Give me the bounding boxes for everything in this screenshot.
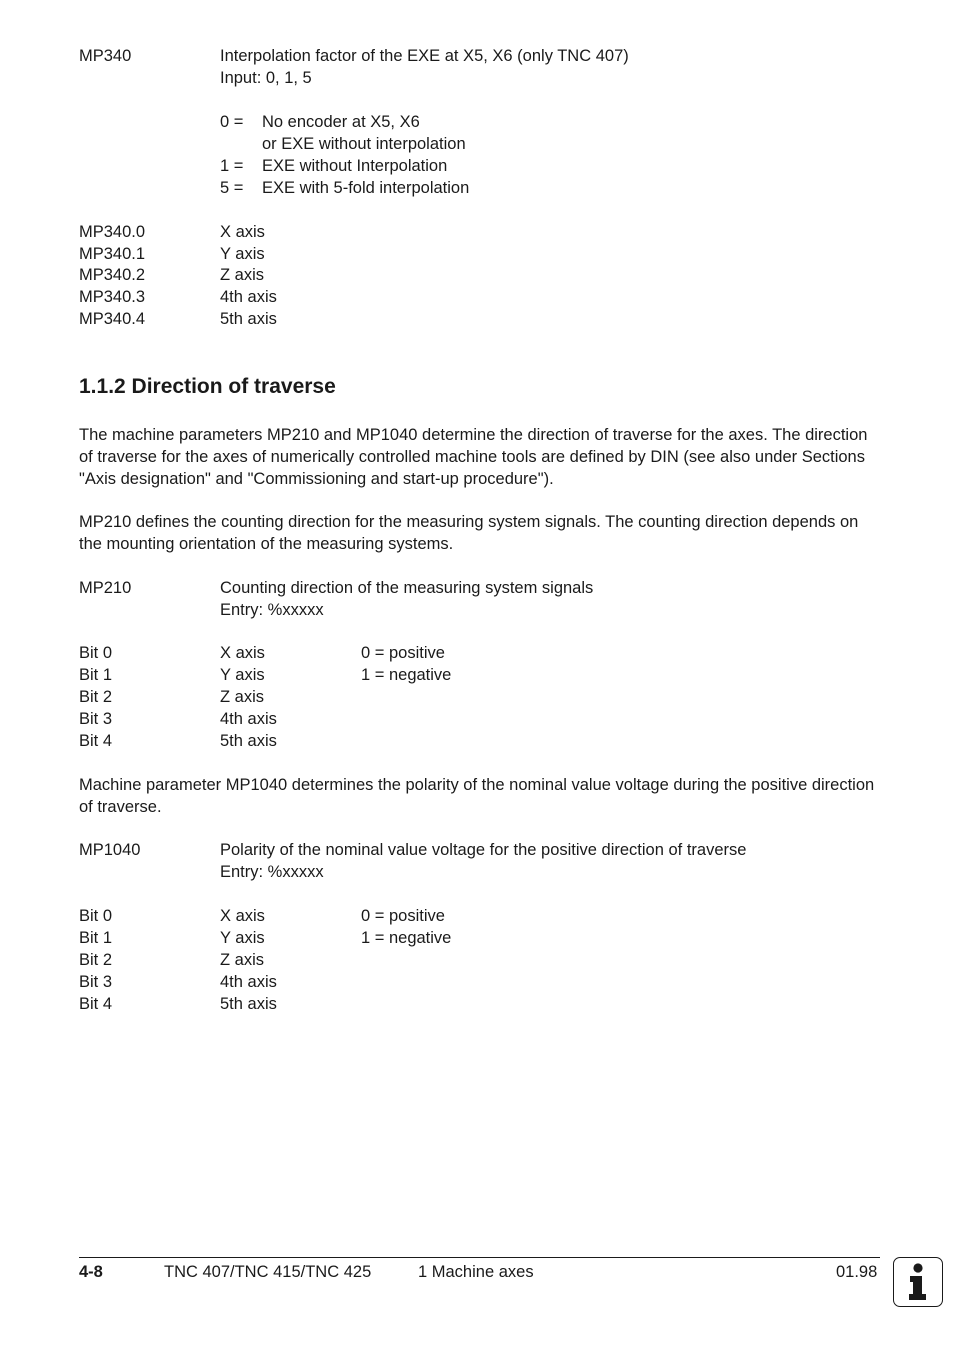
footer-rule	[79, 1257, 880, 1258]
mp340-option-text: EXE with 5-fold interpolation	[262, 179, 470, 197]
mp1040-bit-value: 0 = positive	[361, 907, 445, 925]
mp340-option-text: EXE without Interpolation	[262, 157, 448, 175]
footer-chapter: 1 Machine axes	[418, 1263, 534, 1281]
mp210-bit-axis: X axis	[220, 644, 265, 662]
mp340-axis-name: X axis	[220, 223, 265, 241]
mp1040-bit: Bit 1	[79, 929, 113, 947]
mp210-bit: Bit 4	[79, 732, 113, 750]
mp1040-entry: Entry: %xxxxx	[220, 863, 324, 881]
mp340-param: MP340	[79, 47, 132, 65]
mp210-description: Counting direction of the measuring system signals	[220, 579, 594, 597]
mp210-entry: Entry: %xxxxx	[220, 601, 324, 619]
mp340-option-code: 5 =	[220, 179, 244, 197]
paragraph-mp1040: Machine parameter MP1040 determines the polarity of the nominal value voltage during the positive direction of traverse.	[79, 776, 875, 816]
mp340-axis-name: 5th axis	[220, 310, 277, 328]
mp340-input: Input: 0, 1, 5	[220, 69, 312, 87]
mp210-bit-value: 0 = positive	[361, 644, 445, 662]
paragraph-intro: The machine parameters MP210 and MP1040 determine the direction of traverse for the axes. The direction of traverse for the axes of numerically controlled machine tools are defined by DIN (see also under Sections "Axis designation" and "Commissioning and start-up procedure").	[79, 426, 868, 488]
mp210-bit: Bit 2	[79, 688, 113, 706]
mp210-param: MP210	[79, 579, 132, 597]
mp1040-bit: Bit 2	[79, 951, 113, 969]
paragraph-mp210: MP210 defines the counting direction for the measuring system signals. The counting direction depends on the mounting orientation of the measuring systems.	[79, 513, 859, 553]
mp210-bit: Bit 3	[79, 710, 113, 728]
mp210-bit-axis: 5th axis	[220, 732, 277, 750]
mp340-axis-param: MP340.4	[79, 310, 146, 328]
mp340-description: Interpolation factor of the EXE at X5, X6 (only TNC 407)	[220, 47, 629, 65]
mp340-axis-param: MP340.3	[79, 288, 146, 306]
mp210-bit-axis: Z axis	[220, 688, 265, 706]
mp1040-bit-axis: 5th axis	[220, 995, 277, 1013]
mp1040-description: Polarity of the nominal value voltage for the positive direction of traverse	[220, 841, 747, 859]
mp210-bit: Bit 1	[79, 666, 113, 684]
mp1040-bit: Bit 3	[79, 973, 113, 991]
mp340-option-code: 1 =	[220, 157, 244, 175]
mp1040-bit-value: 1 = negative	[361, 929, 452, 947]
mp210-bit-value: 1 = negative	[361, 666, 452, 684]
mp1040-bit-axis: X axis	[220, 907, 265, 925]
mp1040-bit: Bit 0	[79, 907, 113, 925]
mp340-axis-name: Z axis	[220, 266, 265, 284]
mp340-axis-param: MP340.0	[79, 223, 146, 241]
page-number: 4-8	[79, 1263, 103, 1281]
mp340-axis-name: Y axis	[220, 245, 265, 263]
mp210-bit-axis: Y axis	[220, 666, 265, 684]
footer-product: TNC 407/TNC 415/TNC 425	[164, 1263, 372, 1281]
mp210-bit: Bit 0	[79, 644, 113, 662]
mp340-option-cont: or EXE without interpolation	[262, 135, 466, 153]
footer-date: 01.98	[836, 1263, 878, 1281]
mp1040-bit-axis: Y axis	[220, 929, 265, 947]
mp1040-bit: Bit 4	[79, 995, 113, 1013]
mp340-option-code: 0 =	[220, 113, 244, 131]
info-icon	[893, 1257, 943, 1307]
mp340-axis-name: 4th axis	[220, 288, 277, 306]
mp340-axis-param: MP340.2	[79, 266, 146, 284]
mp1040-bit-axis: 4th axis	[220, 973, 277, 991]
mp1040-param: MP1040	[79, 841, 141, 859]
mp340-axis-param: MP340.1	[79, 245, 146, 263]
section-heading: 1.1.2 Direction of traverse	[79, 375, 336, 398]
mp340-option-text: No encoder at X5, X6	[262, 113, 420, 131]
mp210-bit-axis: 4th axis	[220, 710, 277, 728]
mp1040-bit-axis: Z axis	[220, 951, 265, 969]
